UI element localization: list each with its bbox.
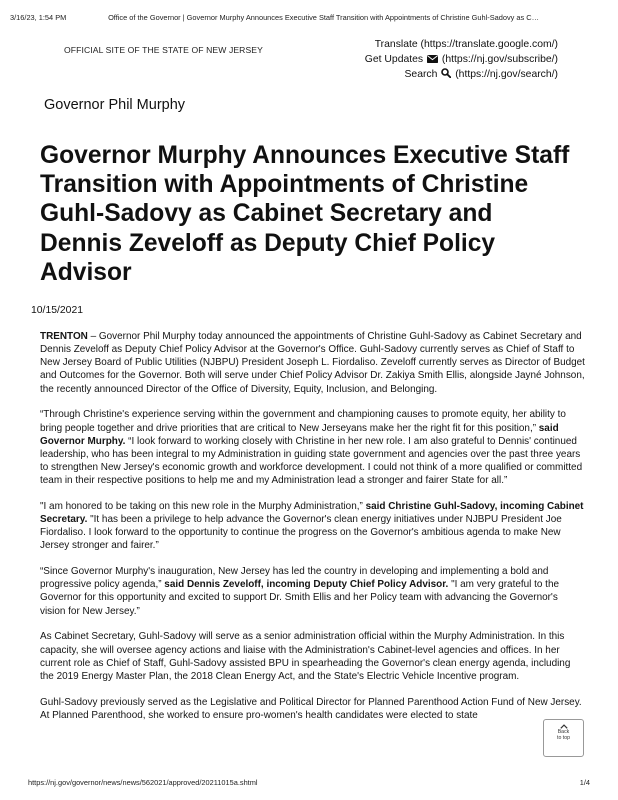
- get-updates-link[interactable]: [365, 52, 558, 67]
- search-link[interactable]: [365, 67, 558, 82]
- quote-attribution: said Governor Murphy.: [40, 422, 559, 447]
- translate-link[interactable]: Translate (https://translate.google.com/): [374, 39, 558, 50]
- back-to-top-button[interactable]: [543, 719, 584, 757]
- article-paragraph: TRENTON – Governor Phil Murphy today announced the appointments of Christine Guhl-Sadovy as Cabinet Secretary and Dennis Zeveloff as Deputy Chief Policy Advisor at the Governor's Office. Guhl-Sadovy currently serves as Chief of Staff to New Jersey Board of Public Utilities (NJBPU) President Joseph L. Fiordaliso. Zeveloff currently serves as Director of Budget and Outcomes for the Governor. Both will serve under Chief Policy Advisor Dr. Zakiya Smith Ellis, alongside Jayné Johnson, the recently announced Director of the Office of Diversity, Equity, Inclusion, and Belonging.: [40, 331, 585, 395]
- article-date: 10/15/2021: [31, 305, 84, 316]
- print-header: [10, 13, 608, 22]
- print-timestamp: 3/16/23, 1:54 PM: [10, 13, 67, 22]
- print-page-title: Office of the Governor | Governor Murphy Announces Executive Staff Transition with Appointments of Christine Guhl-Sadovy as C…: [108, 13, 539, 22]
- print-footer: [28, 778, 590, 787]
- envelope-icon: [427, 55, 438, 63]
- search-label: Search: [404, 69, 438, 80]
- back-to-top-label-2: to top: [557, 734, 570, 741]
- article-paragraph: Guhl-Sadovy previously served as the Legislative and Political Director for Planned Parenthood Action Fund of New Jersey. At Planned Parenthood, she worked to ensure pro-women's health candidates were elected to state: [40, 696, 582, 721]
- article-paragraph: "I am honored to be taking on this new role in the Murphy Administration,” said Christine Guhl-Sadovy, incoming Cabinet Secretary. "It has been a privilege to help advance the Governor's clean energy initiatives under NJBPU President Joe Fiordaliso. I look forward to the opportunity to continue the progress on the Governor's ambitious agenda to make New Jersey stronger and fairer.”: [40, 500, 584, 552]
- quote-attribution: said Christine Guhl-Sadovy, incoming Cabinet Secretary.: [40, 500, 584, 526]
- article-paragraph: As Cabinet Secretary, Guhl-Sadovy will serve as a senior administration official within the Murphy Administration. In this capacity, she will oversee agency actions and liaise with the Administration's Cabinet-level agencies and offices. In her current role as Chief of Staff, Guhl-Sadovy assisted BPU in spearheading the Governor's clean energy agenda, including the 2019 Energy Master Plan, the 2018 Clean Energy Act, and the State's Electric Vehicle Incentive program.: [40, 631, 571, 682]
- governor-name[interactable]: Governor Phil Murphy: [44, 97, 186, 113]
- page-number: 1/4: [579, 778, 590, 787]
- article-body: [40, 330, 585, 734]
- back-to-top-label-1: Back: [557, 729, 570, 735]
- article-headline: Governor Murphy Announces Executive Staff Transition with Appointments of Christine Guhl-Sadovy as Cabinet Secretary and Dennis Zeveloff as Deputy Chief Policy Advisor: [40, 142, 570, 286]
- print-url: https://nj.gov/governor/news/news/562021/approved/20211015a.shtml: [28, 778, 258, 787]
- get-updates-url: (https://nj.gov/subscribe/): [441, 54, 558, 65]
- utility-links: [365, 37, 558, 82]
- article-paragraph: “Since Governor Murphy's inauguration, New Jersey has led the country in developing and implementing a bold and progressive policy agenda,” said Dennis Zeveloff, incoming Deputy Chief Policy Advisor. "I am very grateful to the Governor for this opportunity and excited to support Dr. Smith Ellis and her Policy team with advancing the Governor's vision for New Jersey.”: [40, 566, 559, 617]
- dateline: TRENTON: [40, 331, 88, 342]
- article-paragraph: “Through Christine's experience serving within the government and championing causes to promote equity, her ability to bring people together and drive priorities that are critical to New Jerseyans make her the right fit for this position,” said Governor Murphy. “I look forward to working closely with Christine in her new role. I am also grateful to Dennis' continued leadership, who has been integral to my Administration in guiding state government and agencies over the past three years to strengthen New Jersey's economic growth and workforce development. I could not think of a more qualified or committed team in their respective positions to help me and my Administration lead a stronger and fairer State for all.”: [40, 409, 583, 487]
- search-url: (https://nj.gov/search/): [455, 69, 558, 80]
- get-updates-label: Get Updates: [364, 54, 424, 65]
- quote-attribution: said Dennis Zeveloff, incoming Deputy Chief Policy Advisor.: [161, 579, 449, 591]
- official-site-label: OFFICIAL SITE OF THE STATE OF NEW JERSEY: [64, 45, 263, 55]
- search-icon: [441, 68, 451, 78]
